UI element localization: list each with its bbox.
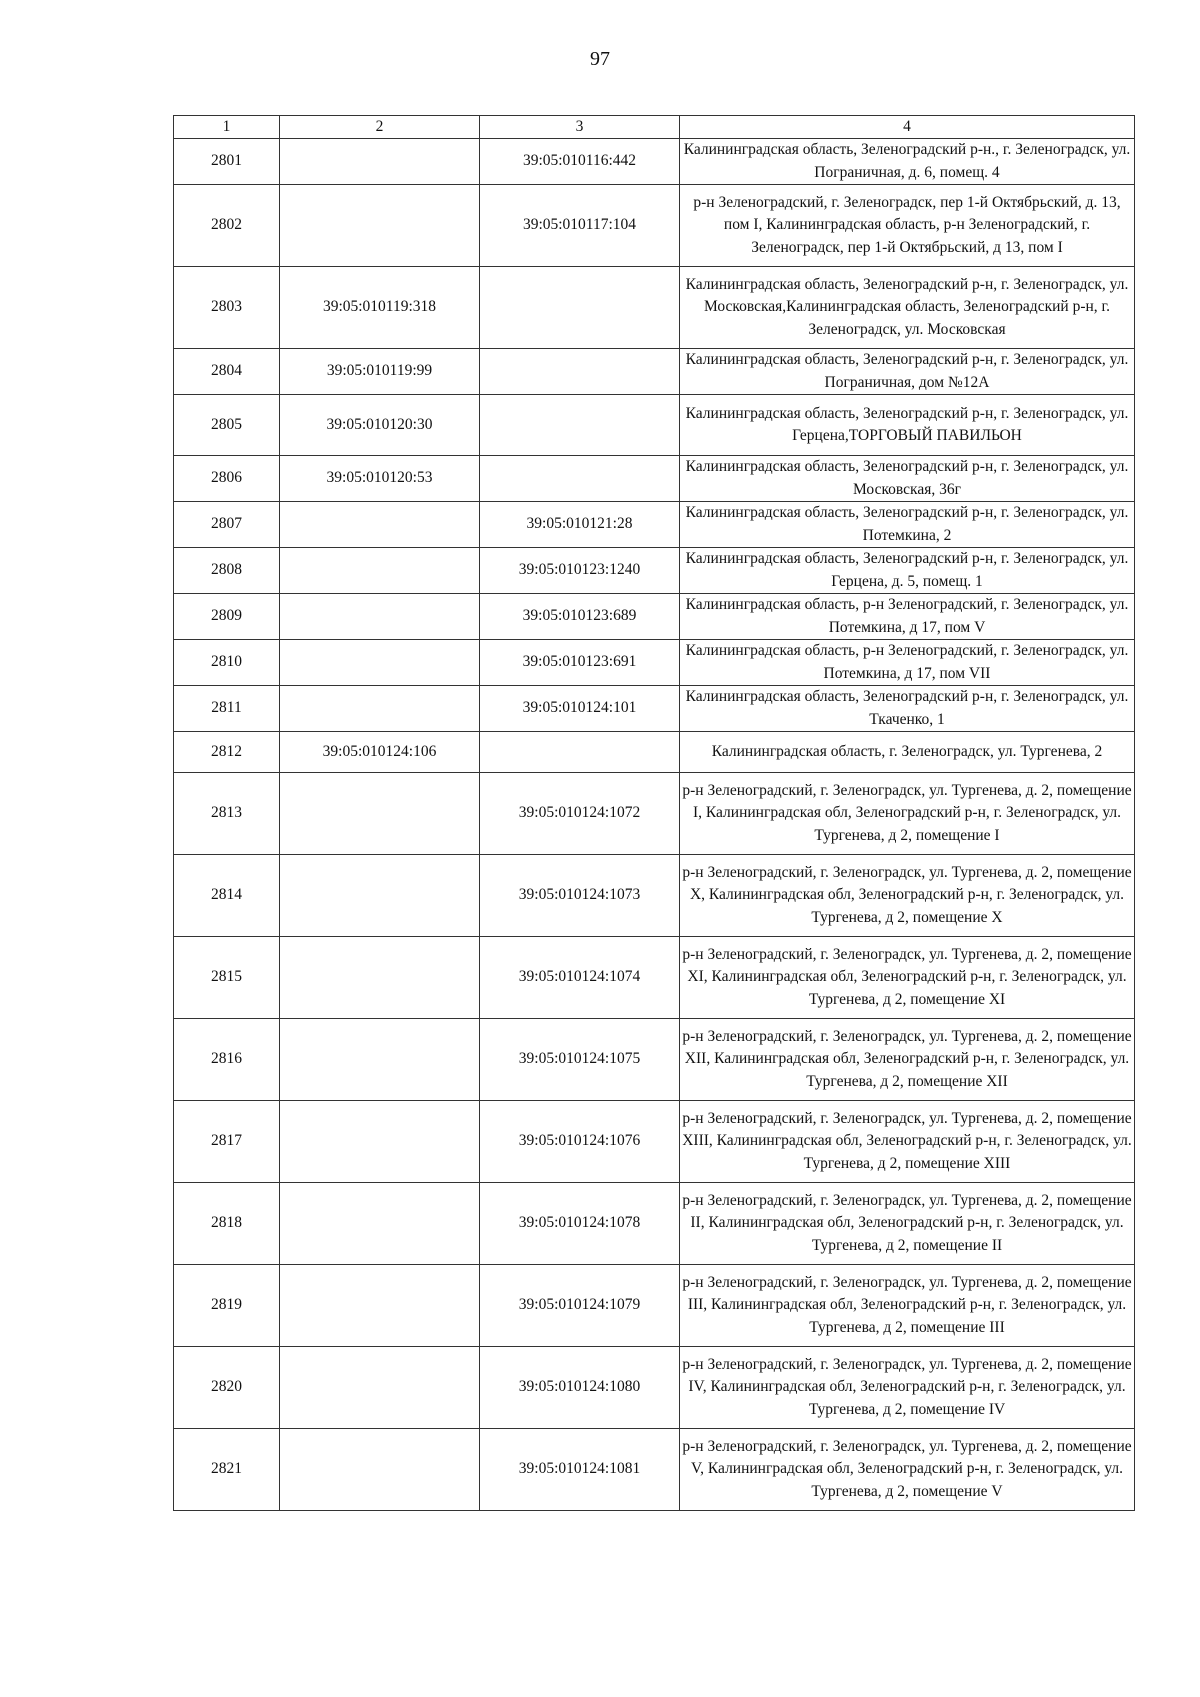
cadastral-number-cell-3: 39:05:010123:1240	[480, 548, 680, 594]
cadastral-number-cell-2	[280, 502, 480, 548]
row-number-cell: 2820	[174, 1347, 280, 1429]
row-number-cell: 2821	[174, 1429, 280, 1511]
cadastral-number-cell-3	[480, 732, 680, 773]
table-row	[174, 548, 1135, 594]
address-cell: Калининградская область, Зеленоградский р-н, г. Зеленоградск, ул. Потемкина, 2	[680, 502, 1135, 548]
table-row	[174, 686, 1135, 732]
cadastral-number-cell-2	[280, 1101, 480, 1183]
row-number-cell: 2807	[174, 502, 280, 548]
address-cell: Калининградская область, Зеленоградский р-н, г. Зеленоградск, ул. Московская,Калининградская область, Зеленоградский р-н, г. Зеленоградск, ул. Московская	[680, 267, 1135, 349]
table-row	[174, 1265, 1135, 1347]
cadastral-number-cell-3: 39:05:010124:1076	[480, 1101, 680, 1183]
address-cell: р-н Зеленоградский, г. Зеленоградск, ул. Тургенева, д. 2, помещение XIII, Калининградская обл, Зеленоградский р-н, г. Зеленоградск, ул. Тургенева, д 2, помещение XIII	[680, 1101, 1135, 1183]
table-header	[174, 116, 1135, 139]
table-row	[174, 395, 1135, 456]
cadastral-number-cell-2	[280, 1347, 480, 1429]
header-col-1: 1	[174, 116, 280, 139]
table-row	[174, 732, 1135, 773]
cadastral-number-cell-2: 39:05:010120:53	[280, 456, 480, 502]
address-cell: Калининградская область, р-н Зеленоградский, г. Зеленоградск, ул. Потемкина, д 17, пом VII	[680, 640, 1135, 686]
cadastral-number-cell-2	[280, 1265, 480, 1347]
cadastral-number-cell-2	[280, 548, 480, 594]
table-row	[174, 267, 1135, 349]
cadastral-number-cell-3: 39:05:010124:1079	[480, 1265, 680, 1347]
cadastral-number-cell-2	[280, 855, 480, 937]
cadastral-number-cell-2: 39:05:010120:30	[280, 395, 480, 456]
cadastral-number-cell-2: 39:05:010119:318	[280, 267, 480, 349]
cadastral-number-cell-3: 39:05:010124:1080	[480, 1347, 680, 1429]
cadastral-number-cell-2	[280, 594, 480, 640]
table-row	[174, 594, 1135, 640]
cadastral-number-cell-3	[480, 456, 680, 502]
row-number-cell: 2803	[174, 267, 280, 349]
address-cell: р-н Зеленоградский, г. Зеленоградск, ул. Тургенева, д. 2, помещение XI, Калининградская обл, Зеленоградский р-н, г. Зеленоградск, ул. Тургенева, д 2, помещение XI	[680, 937, 1135, 1019]
table-row	[174, 773, 1135, 855]
address-cell: Калининградская область, Зеленоградский р-н, г. Зеленоградск, ул. Московская, 36г	[680, 456, 1135, 502]
table-row	[174, 1347, 1135, 1429]
row-number-cell: 2814	[174, 855, 280, 937]
address-cell: Калининградская область, г. Зеленоградск, ул. Тургенева, 2	[680, 732, 1135, 773]
row-number-cell: 2804	[174, 349, 280, 395]
table-row	[174, 855, 1135, 937]
row-number-cell: 2816	[174, 1019, 280, 1101]
cadastral-number-cell-2	[280, 937, 480, 1019]
table-body	[174, 139, 1135, 1511]
address-cell: р-н Зеленоградский, г. Зеленоградск, ул. Тургенева, д. 2, помещение IV, Калининградская обл, Зеленоградский р-н, г. Зеленоградск, ул. Тургенева, д 2, помещение IV	[680, 1347, 1135, 1429]
address-cell: Калининградская область, Зеленоградский р-н, г. Зеленоградск, ул. Герцена,ТОРГОВЫЙ ПАВИЛЬОН	[680, 395, 1135, 456]
row-number-cell: 2815	[174, 937, 280, 1019]
table-row	[174, 1019, 1135, 1101]
address-cell: р-н Зеленоградский, г. Зеленоградск, ул. Тургенева, д. 2, помещение V, Калининградская обл, Зеленоградский р-н, г. Зеленоградск, ул. Тургенева, д 2, помещение V	[680, 1429, 1135, 1511]
address-cell: р-н Зеленоградский, г. Зеленоградск, ул. Тургенева, д. 2, помещение X, Калининградская обл, Зеленоградский р-н, г. Зеленоградск, ул. Тургенева, д 2, помещение X	[680, 855, 1135, 937]
row-number-cell: 2801	[174, 139, 280, 185]
cadastral-number-cell-2	[280, 640, 480, 686]
cadastral-number-cell-3: 39:05:010124:1074	[480, 937, 680, 1019]
table-row	[174, 1183, 1135, 1265]
header-col-2: 2	[280, 116, 480, 139]
row-number-cell: 2818	[174, 1183, 280, 1265]
registry-table	[173, 115, 1135, 1511]
address-cell: р-н Зеленоградский, г. Зеленоградск, ул. Тургенева, д. 2, помещение I, Калининградская обл, Зеленоградский р-н, г. Зеленоградск, ул. Тургенева, д 2, помещение I	[680, 773, 1135, 855]
address-cell: р-н Зеленоградский, г. Зеленоградск, пер 1-й Октябрьский, д. 13, пом I, Калининградская область, р-н Зеленоградский, г. Зеленоградск, пер 1-й Октябрьский, д 13, пом I	[680, 185, 1135, 267]
table-row	[174, 640, 1135, 686]
row-number-cell: 2808	[174, 548, 280, 594]
cadastral-number-cell-2	[280, 686, 480, 732]
row-number-cell: 2805	[174, 395, 280, 456]
row-number-cell: 2813	[174, 773, 280, 855]
cadastral-number-cell-3: 39:05:010121:28	[480, 502, 680, 548]
table-row	[174, 349, 1135, 395]
row-number-cell: 2811	[174, 686, 280, 732]
cadastral-number-cell-3	[480, 395, 680, 456]
cadastral-number-cell-3: 39:05:010124:101	[480, 686, 680, 732]
table-row	[174, 139, 1135, 185]
cadastral-number-cell-2: 39:05:010124:106	[280, 732, 480, 773]
row-number-cell: 2806	[174, 456, 280, 502]
table-row	[174, 185, 1135, 267]
table-row	[174, 456, 1135, 502]
cadastral-number-cell-3: 39:05:010124:1075	[480, 1019, 680, 1101]
row-number-cell: 2810	[174, 640, 280, 686]
address-cell: Калининградская область, Зеленоградский р-н, г. Зеленоградск, ул. Ткаченко, 1	[680, 686, 1135, 732]
row-number-cell: 2802	[174, 185, 280, 267]
table-row	[174, 1101, 1135, 1183]
cadastral-number-cell-3	[480, 267, 680, 349]
table-row	[174, 502, 1135, 548]
address-cell: Калининградская область, Зеленоградский р-н., г. Зеленоградск, ул. Пограничная, д. 6, помещ. 4	[680, 139, 1135, 185]
cadastral-number-cell-3: 39:05:010124:1073	[480, 855, 680, 937]
address-cell: Калининградская область, Зеленоградский р-н, г. Зеленоградск, ул. Пограничная, дом №12А	[680, 349, 1135, 395]
row-number-cell: 2817	[174, 1101, 280, 1183]
cadastral-number-cell-3: 39:05:010116:442	[480, 139, 680, 185]
cadastral-number-cell-2: 39:05:010119:99	[280, 349, 480, 395]
cadastral-number-cell-2	[280, 1019, 480, 1101]
cadastral-number-cell-3	[480, 349, 680, 395]
cadastral-number-cell-3: 39:05:010123:691	[480, 640, 680, 686]
cadastral-number-cell-2	[280, 185, 480, 267]
table-row	[174, 937, 1135, 1019]
cadastral-number-cell-3: 39:05:010123:689	[480, 594, 680, 640]
cadastral-number-cell-3: 39:05:010124:1072	[480, 773, 680, 855]
table-row	[174, 1429, 1135, 1511]
address-cell: р-н Зеленоградский, г. Зеленоградск, ул. Тургенева, д. 2, помещение III, Калининградская обл, Зеленоградский р-н, г. Зеленоградск, ул. Тургенева, д 2, помещение III	[680, 1265, 1135, 1347]
row-number-cell: 2812	[174, 732, 280, 773]
address-cell: р-н Зеленоградский, г. Зеленоградск, ул. Тургенева, д. 2, помещение II, Калининградская обл, Зеленоградский р-н, г. Зеленоградск, ул. Тургенева, д 2, помещение II	[680, 1183, 1135, 1265]
header-col-4: 4	[680, 116, 1135, 139]
cadastral-number-cell-3: 39:05:010124:1081	[480, 1429, 680, 1511]
address-cell: р-н Зеленоградский, г. Зеленоградск, ул. Тургенева, д. 2, помещение XII, Калининградская обл, Зеленоградский р-н, г. Зеленоградск, ул. Тургенева, д 2, помещение XII	[680, 1019, 1135, 1101]
header-col-3: 3	[480, 116, 680, 139]
cadastral-number-cell-2	[280, 1429, 480, 1511]
row-number-cell: 2809	[174, 594, 280, 640]
cadastral-number-cell-2	[280, 139, 480, 185]
cadastral-number-cell-2	[280, 773, 480, 855]
address-cell: Калининградская область, Зеленоградский р-н, г. Зеленоградск, ул. Герцена, д. 5, помещ. 1	[680, 548, 1135, 594]
cadastral-number-cell-3: 39:05:010117:104	[480, 185, 680, 267]
cadastral-number-cell-2	[280, 1183, 480, 1265]
cadastral-number-cell-3: 39:05:010124:1078	[480, 1183, 680, 1265]
address-cell: Калининградская область, р-н Зеленоградский, г. Зеленоградск, ул. Потемкина, д 17, пом V	[680, 594, 1135, 640]
row-number-cell: 2819	[174, 1265, 280, 1347]
header-row	[174, 116, 1135, 139]
page-number: 97	[590, 48, 610, 70]
